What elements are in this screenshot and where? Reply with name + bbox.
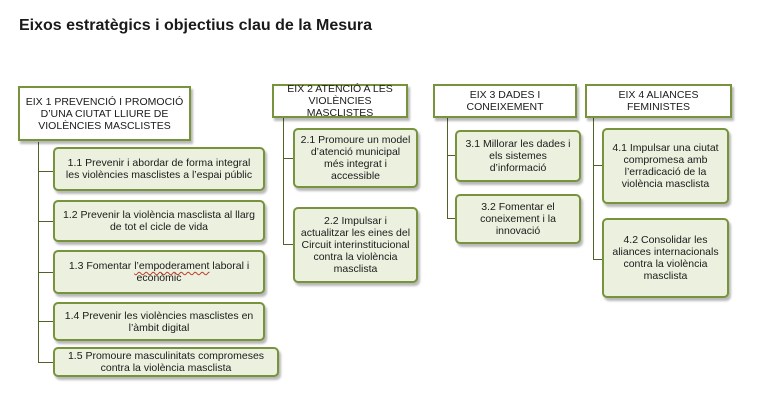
objective-2-2-label: 2.2 Impulsar i actualitzar les eines del Circuit interinstitucional contra la violència masclista [300, 215, 411, 275]
axis-2-branch-1 [283, 158, 293, 159]
objective-2-1 [293, 128, 418, 188]
objective-1-3-label: 1.3 Fomentar l’empoderament laboral i econòmic [68, 260, 250, 284]
axis-1-branch-4 [38, 321, 53, 322]
axis-4-branch-2 [593, 259, 602, 260]
axis-2-connector [283, 117, 284, 245]
axis-1-branch-5 [38, 362, 53, 363]
objective-1-4-label: 1.4 Prevenir les violències masclistes en l’àmbit digital [64, 309, 254, 334]
objective-1-5 [53, 347, 279, 377]
axis-4-connector [593, 117, 594, 260]
objective-4-1 [602, 128, 729, 204]
axis-2-branch-2 [283, 244, 293, 245]
objective-3-2-label: 3.2 Fomentar el coneixement i la innovació [480, 201, 556, 237]
axis-1-connector [38, 142, 39, 363]
axis-4-branch-1 [593, 165, 602, 166]
axis-4-header [585, 84, 732, 118]
axis-3-header [433, 84, 577, 118]
objective-2-2 [293, 207, 418, 283]
objective-3-2 [455, 194, 581, 244]
objective-3-1 [455, 130, 581, 182]
objective-4-2-label: 4.2 Consolidar les aliances internacionals contra la violència masclista [612, 234, 719, 282]
objective-1-2 [53, 200, 265, 242]
objective-1-1 [53, 147, 265, 191]
axis-3-branch-2 [447, 218, 455, 219]
objective-1-4 [53, 302, 265, 341]
axis-1-branch-2 [38, 221, 53, 222]
spellcheck-underline: l’empoderament [134, 260, 210, 272]
axis-1-header [18, 86, 191, 141]
objective-1-1-label: 1.1 Prevenir i abordar de forma integral les violències masclistes a l’espai públic [65, 157, 253, 181]
objective-3-1-label: 3.1 Millorar les dades i els sistemes d’informació [465, 138, 571, 174]
objective-1-3 [53, 250, 265, 294]
objective-4-2 [602, 218, 729, 298]
diagram-title: Eixos estratègics i objectius clau de la Mesura [19, 17, 373, 34]
axis-2-header [272, 84, 408, 118]
axis-1-branch-1 [38, 171, 53, 172]
axis-1-label: EIX 1 PREVENCIÓ I PROMOCIÓ D’UNA CIUTAT LLIURE DE VIOLÈNCIES MASCLISTES [25, 95, 184, 132]
objective-1-2-label: 1.2 Prevenir la violència masclista al llarg de tot el cicle de vida [63, 209, 255, 233]
axis-3-label: EIX 3 DADES I CONEIXEMENT [466, 89, 544, 113]
objective-4-1-label: 4.1 Impulsar una ciutat compromesa amb l’erradicació de la violència masclista [612, 142, 719, 190]
objective-1-5-label: 1.5 Promoure masculinitats compromeses contra la violència masclista [67, 350, 265, 374]
axis-4-label: EIX 4 ALIANCES FEMINISTES [618, 89, 699, 113]
axis-3-connector [447, 117, 448, 219]
axis-3-branch-1 [447, 155, 455, 156]
axis-1-branch-3 [38, 272, 53, 273]
objective-2-1-label: 2.1 Promoure un model d’atenció municipal més integrat i accessible [300, 134, 411, 182]
axis-2-label: EIX 2 ATENCIÓ A LES VIOLÈNCIES MASCLISTES [287, 83, 393, 119]
